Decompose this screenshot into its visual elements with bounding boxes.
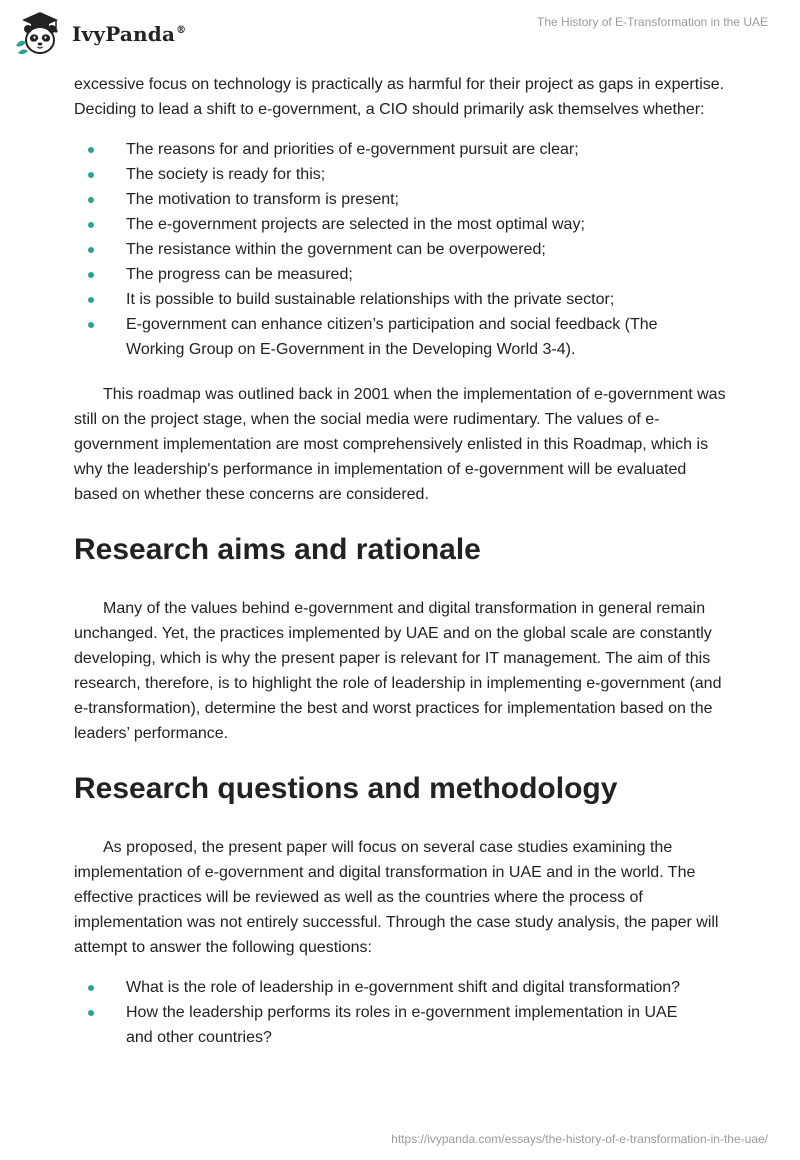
ivypanda-logo[interactable] [14, 8, 194, 58]
list-item [74, 312, 734, 362]
list-item [74, 237, 734, 262]
intro-paragraph: excessive focus on technology is practically as harmful for their project as gaps in expertise. Deciding to lead a shift to e-government, a CIO should primarily ask themselves whether: [74, 76, 725, 118]
checklist [74, 137, 734, 362]
list-item-text: The resistance within the government can be overpowered; [126, 241, 546, 258]
source-url[interactable]: https://ivypanda.com/essays/the-history-of-e-transformation-in-the-uae/ [391, 1132, 768, 1146]
bullet-dot-icon [88, 297, 94, 303]
list-item-text: The motivation to transform is present; [126, 191, 399, 208]
list-item [74, 287, 734, 312]
brand-name: IvyPanda® [72, 22, 187, 46]
panda-graduate-icon [14, 8, 66, 58]
bullet-dot-icon [88, 272, 94, 278]
list-item [74, 162, 734, 187]
bullet-dot-icon [88, 147, 94, 153]
bullet-dot-icon [88, 1010, 94, 1016]
list-item-text: The reasons for and priorities of e-government pursuit are clear; [126, 141, 579, 158]
questions-list [74, 975, 734, 1050]
list-item-text: The progress can be measured; [126, 266, 353, 283]
list-item-text: It is possible to build sustainable relationships with the private sector; [126, 291, 615, 308]
bullet-dot-icon [88, 197, 94, 203]
list-item [74, 187, 734, 212]
list-item-text: What is the role of leadership in e-government shift and digital transformation? [126, 979, 681, 996]
list-item [74, 1000, 734, 1050]
bullet-dot-icon [88, 985, 94, 991]
aims-paragraph: Many of the values behind e-government and digital transformation in general remain unchanged. Yet, the practices implemented by UAE and on the global scale are constantly developing, which is why the present paper is relevant for IT management. The aim of this research, therefore, is to highlight the role of leadership in implementing e-government (and e-transformation), determine the best and worst practices for implementation based on the leaders’ performance. [74, 600, 722, 742]
bullet-dot-icon [88, 322, 94, 328]
section-heading-questions: Research questions and methodology [74, 772, 618, 805]
roadmap-paragraph: This roadmap was outlined back in 2001 when the implementation of e-government was still on the project stage, when the social media were rudimentary. The values of e-government implementation are most comprehensively enlisted in this Roadmap, which is why the leadership's performance in implementation of e-government will be evaluated based on whether these concerns are considered. [74, 386, 726, 503]
list-item [74, 137, 734, 162]
list-item [74, 262, 734, 287]
page-header [0, 0, 800, 70]
list-item-text: How the leadership performs its roles in e-government implementation in UAE and other countries? [126, 1004, 678, 1046]
bullet-dot-icon [88, 172, 94, 178]
list-item-text: E-government can enhance citizen’s participation and social feedback (The Working Group on E-Government in the Developing World 3-4). [126, 316, 658, 358]
list-item-text: The e-government projects are selected in the most optimal way; [126, 216, 585, 233]
list-item [74, 975, 734, 1000]
list-item-text: The society is ready for this; [126, 166, 326, 183]
bullet-dot-icon [88, 247, 94, 253]
list-item [74, 212, 734, 237]
questions-paragraph: As proposed, the present paper will focus on several case studies examining the implementation of e-government and digital transformation in UAE and in the world. The effective practices will be reviewed as well as the countries where the process of implementation was not entirely successful. Through the case study analysis, the paper will attempt to answer the following questions: [74, 839, 719, 956]
bullet-dot-icon [88, 222, 94, 228]
registered-mark: ® [176, 25, 187, 37]
article-body [74, 72, 734, 1050]
document-title: The History of E-Transformation in the UAE [537, 15, 768, 29]
section-heading-aims: Research aims and rationale [74, 533, 481, 566]
